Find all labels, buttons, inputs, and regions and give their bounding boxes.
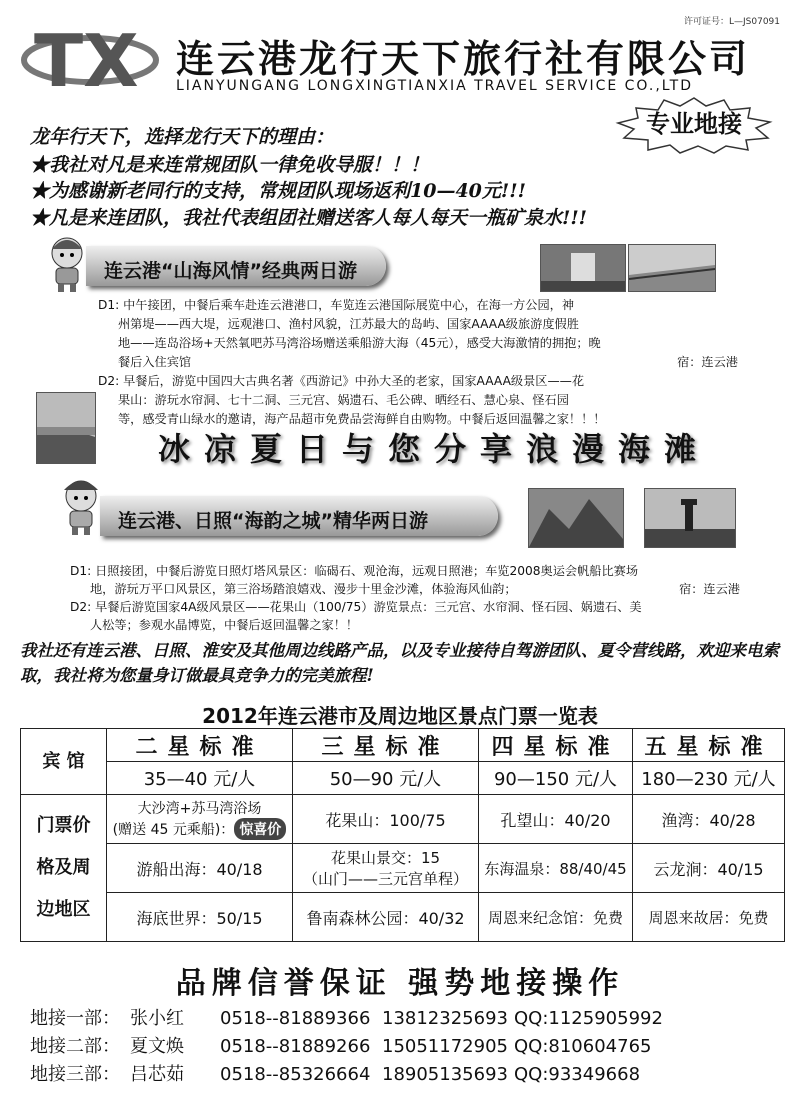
contact-qq[interactable]: QQ:93349668 — [514, 1064, 641, 1085]
cell-forest-park: 鲁南森林公园：40/32 — [293, 893, 479, 942]
rocks-photo — [528, 488, 624, 548]
tour2-d1: D1: 日照接团，中餐后游览日照灯塔风景区：临碣石、观沧海，远观日照港；车览2008奥运会帆船比赛场 — [70, 564, 639, 578]
contact-mobile[interactable]: 18905135693 — [382, 1064, 508, 1085]
tour2-d1-stay: 宿：连云港 — [679, 582, 740, 596]
contact-row — [30, 1060, 640, 1086]
tour1-d1-line4 — [98, 353, 778, 372]
coast-photo — [36, 392, 96, 464]
tour2-itinerary — [70, 562, 780, 634]
contact-mobile[interactable]: 13812325693 — [382, 1008, 508, 1029]
summer-slogan: 冰凉夏日与您分享浪漫海滩 — [158, 430, 711, 468]
kid-mascot-icon — [58, 478, 104, 536]
shuttle-price: 花果山景交：15 — [330, 849, 441, 867]
promo-line: ★为感谢新老同行的支持，常规团队现场返利10—40元!!! — [30, 180, 526, 202]
tour1-title: 连云港“山海风情”经典两日游 — [104, 260, 357, 282]
contact-name: 夏文焕 — [130, 1036, 184, 1057]
contact-row — [30, 1004, 663, 1030]
promo-heading: 龙年行天下，选择龙行天下的理由： — [30, 126, 335, 148]
dept-label: 地接三部： — [30, 1064, 120, 1085]
surprise-price-tag: 惊喜价 — [234, 818, 286, 840]
company-name: 连云港龙行天下旅行社有限公司 — [176, 37, 751, 81]
license-number: 许可证号：L—JS07091 — [683, 17, 780, 27]
cell-yunlongjian: 云龙涧：40/15 — [633, 844, 785, 893]
kid-mascot-icon — [44, 235, 90, 293]
lighthouse-photo — [644, 488, 736, 548]
waterfall-photo — [540, 244, 626, 292]
tour1-d1-stay: 宿：连云港 — [677, 355, 738, 369]
seawall-photo — [628, 244, 716, 292]
promo-line: ★我社对凡是来连常规团队一律免收导服！！！ — [30, 154, 430, 176]
header-2star: 二星标准 — [107, 729, 293, 762]
price-2star: 35—40 元/人 — [107, 762, 293, 795]
beach-name: 大沙湾+苏马湾浴场 — [137, 801, 262, 817]
cell-shuttle — [293, 844, 479, 893]
tour1-d2-line3: 等，感受青山绿水的邀请，海产品超市免费品尝海鲜自由购物。中餐后返回温馨之家！！！ — [118, 412, 606, 426]
contact-tel[interactable]: 0518--85326664 — [220, 1064, 371, 1085]
cell-yuwan: 渔湾：40/28 — [633, 795, 785, 844]
company-name-en: LIANYUNGANG LONGXINGTIANXIA TRAVEL SERVICE CO.,LTD — [176, 78, 693, 94]
beach-boat-gift: (赠送 45 元乘船)： — [112, 822, 235, 838]
tour1-d2-line2: 果山：游玩水帘洞、七十二洞、三元宫、娲遗石、毛公碑、晒经石、慧心泉、怪石园 — [118, 393, 569, 407]
tour1-d2: D2: 早餐后，游览中国四大古典名著《西游记》中孙大圣的老家，国家AAAA级景区——花 — [98, 374, 585, 388]
contact-qq[interactable]: QQ:810604765 — [514, 1036, 652, 1057]
cell-memorial: 周恩来纪念馆：免费 — [479, 893, 633, 942]
tour1-itinerary — [98, 296, 778, 429]
contact-qq[interactable]: QQ:1125905992 — [514, 1008, 663, 1029]
header-4star: 四星标准 — [479, 729, 633, 762]
cell-huaguoshan: 花果山：100/75 — [293, 795, 479, 844]
hotel-label: 宾 馆 — [21, 729, 107, 795]
tour2-d1-line2 — [70, 580, 780, 598]
contact-name: 张小红 — [130, 1008, 184, 1029]
logo-letters: TX — [34, 19, 139, 103]
extra-products-note: 我社还有连云港、日照、淮安及其他周边线路产品，以及专业接待自驾游团队、夏令营线路，欢迎来电索取，我社将为您量身订做最具竞争力的完美旅程! — [20, 641, 779, 685]
tour2-d2-line2: 人松等；参观水晶博览，中餐后返回温馨之家！！ — [90, 618, 359, 632]
tour1-d1-line3: 地——连岛浴场+天然氧吧苏马湾浴场赠送乘船游大海（45元），感受大海激情的拥抱；晚 — [118, 336, 601, 350]
company-logo — [20, 8, 170, 103]
header-3star: 三星标准 — [293, 729, 479, 762]
tour1-d1: D1: 中午接团，中餐后乘车赴连云港港口，车览连云港国际展览中心，在海一方公园，神 — [98, 298, 575, 312]
contact-name: 吕芯茹 — [130, 1064, 184, 1085]
price-4star: 90—150 元/人 — [479, 762, 633, 795]
ticket-table — [20, 728, 785, 942]
header-5star: 五星标准 — [633, 729, 785, 762]
brand-slogan: 品牌信誉保证 强势地接操作 — [175, 966, 625, 1001]
shuttle-route: （山门——三元宫单程） — [302, 870, 468, 888]
price-5star: 180—230 元/人 — [633, 762, 785, 795]
tour2-d2: D2: 早餐后游览国家4A级风景区——花果山（100/75）游览景点：三元宫、水帘洞、怪石园、娲遗石、美 — [70, 600, 642, 614]
cell-former-residence: 周恩来故居：免费 — [633, 893, 785, 942]
tour2-d1-scenic: 地，游玩万平口风景区，第三浴场踏浪嬉戏、漫步十里金沙滩，体验海风仙韵； — [90, 582, 517, 596]
contact-tel[interactable]: 0518--81889366 — [220, 1008, 371, 1029]
promo-line: ★凡是来连团队，我社代表组团社赠送客人每人每天一瓶矿泉水!!! — [30, 207, 588, 229]
contact-tel[interactable]: 0518--81889266 — [220, 1036, 371, 1057]
cell-beach — [107, 795, 293, 844]
dept-label: 地接二部： — [30, 1036, 120, 1057]
cell-boat: 游船出海：40/18 — [107, 844, 293, 893]
contact-mobile[interactable]: 15051172905 — [382, 1036, 508, 1057]
tour2-title: 连云港、日照“海韵之城”精华两日游 — [118, 510, 428, 532]
ticket-table-title: 2012年连云港市及周边地区景点门票一览表 — [202, 704, 598, 728]
cell-hotspring: 东海温泉：88/40/45 — [479, 844, 633, 893]
badge-label: 专业地接 — [646, 110, 742, 138]
ticket-side-label: 门票价格及周边地区 — [21, 795, 107, 942]
dept-label: 地接一部： — [30, 1008, 120, 1029]
tour1-d1-dinner: 餐后入住宾馆 — [118, 355, 192, 369]
contact-row — [30, 1032, 651, 1058]
cell-aquarium: 海底世界：50/15 — [107, 893, 293, 942]
tour1-d1-line2: 州第堤——西大堤，远观港口、渔村风貌，江苏最大的岛屿、国家AAAA级旅游度假胜 — [118, 317, 579, 331]
cell-kongwangshan: 孔望山：40/20 — [479, 795, 633, 844]
price-3star: 50—90 元/人 — [293, 762, 479, 795]
